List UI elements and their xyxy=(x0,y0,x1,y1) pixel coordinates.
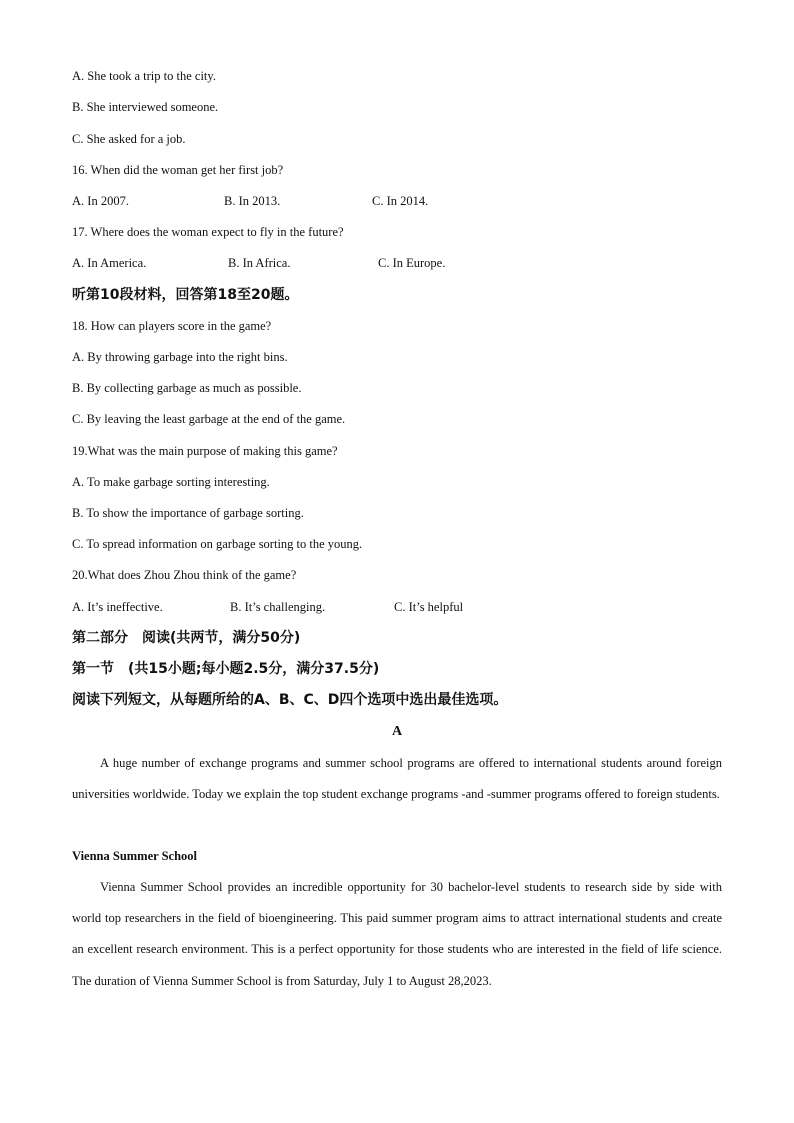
section10-heading: 听第10段材料，回答第18至20题。 xyxy=(72,287,299,303)
q15-option-b: B. She interviewed someone. xyxy=(72,100,219,114)
q15-option-a: A. She took a trip to the city. xyxy=(72,69,216,83)
passage-label: A xyxy=(391,724,403,739)
vienna-paragraph: Vienna Summer School provides an incredible opportunity for 30 bachelor-level students to research side by side with world top researchers in the field of bioengineering. This paid summer program aims to attract international students and create an excellent research environment. This is a perfect opportunity for those students who are interested in the field of life science. The duration of Vienna Summer School is from Saturday, July 1 to August 28,2023. xyxy=(72,880,722,988)
q16-question: 16. When did the woman get her first job? xyxy=(72,163,284,177)
q16-option-a: A. In 2007. xyxy=(72,194,129,208)
q16-option-b: B. In 2013. xyxy=(224,194,281,208)
q15-option-c: C. She asked for a job. xyxy=(72,132,186,146)
q18-option-b: B. By collecting garbage as much as possible. xyxy=(72,381,302,395)
q16-option-c: C. In 2014. xyxy=(372,194,429,208)
section1-heading: 第一节 (共15小题;每小题2.5分，满分37.5分) xyxy=(72,661,380,677)
q17-option-b: B. In Africa. xyxy=(228,256,291,270)
q19-option-a: A. To make garbage sorting interesting. xyxy=(72,475,270,489)
q18-question: 18. How can players score in the game? xyxy=(72,319,272,333)
q17-question: 17. Where does the woman expect to fly in the future? xyxy=(72,225,344,239)
vienna-title: Vienna Summer School xyxy=(72,849,198,863)
q19-option-c: C. To spread information on garbage sorting to the young. xyxy=(72,537,363,551)
q19-question: 19.What was the main purpose of making this game? xyxy=(72,444,338,458)
q20-option-a: A. It’s ineffective. xyxy=(72,600,163,614)
q17-option-c: C. In Europe. xyxy=(378,256,446,270)
q19-option-b: B. To show the importance of garbage sorting. xyxy=(72,506,304,520)
q17-option-a: A. In America. xyxy=(72,256,147,270)
part2-heading: 第二部分 阅读(共两节，满分50分) xyxy=(72,630,301,646)
instruction-text: 阅读下列短文，从每题所给的A、B、C、D四个选项中选出最佳选项。 xyxy=(72,692,508,708)
q20-option-b: B. It’s challenging. xyxy=(230,600,326,614)
q20-option-c: C. It’s helpful xyxy=(394,600,464,614)
intro-paragraph: A huge number of exchange programs and summer school programs are offered to international students around foreign universities worldwide. Today we explain the top student exchange programs -and -summer programs offered to foreign students. xyxy=(72,756,722,802)
q18-option-a: A. By throwing garbage into the right bins. xyxy=(72,350,288,364)
q18-option-c: C. By leaving the least garbage at the end of the game. xyxy=(72,412,346,426)
q20-question: 20.What does Zhou Zhou think of the game? xyxy=(72,568,297,582)
